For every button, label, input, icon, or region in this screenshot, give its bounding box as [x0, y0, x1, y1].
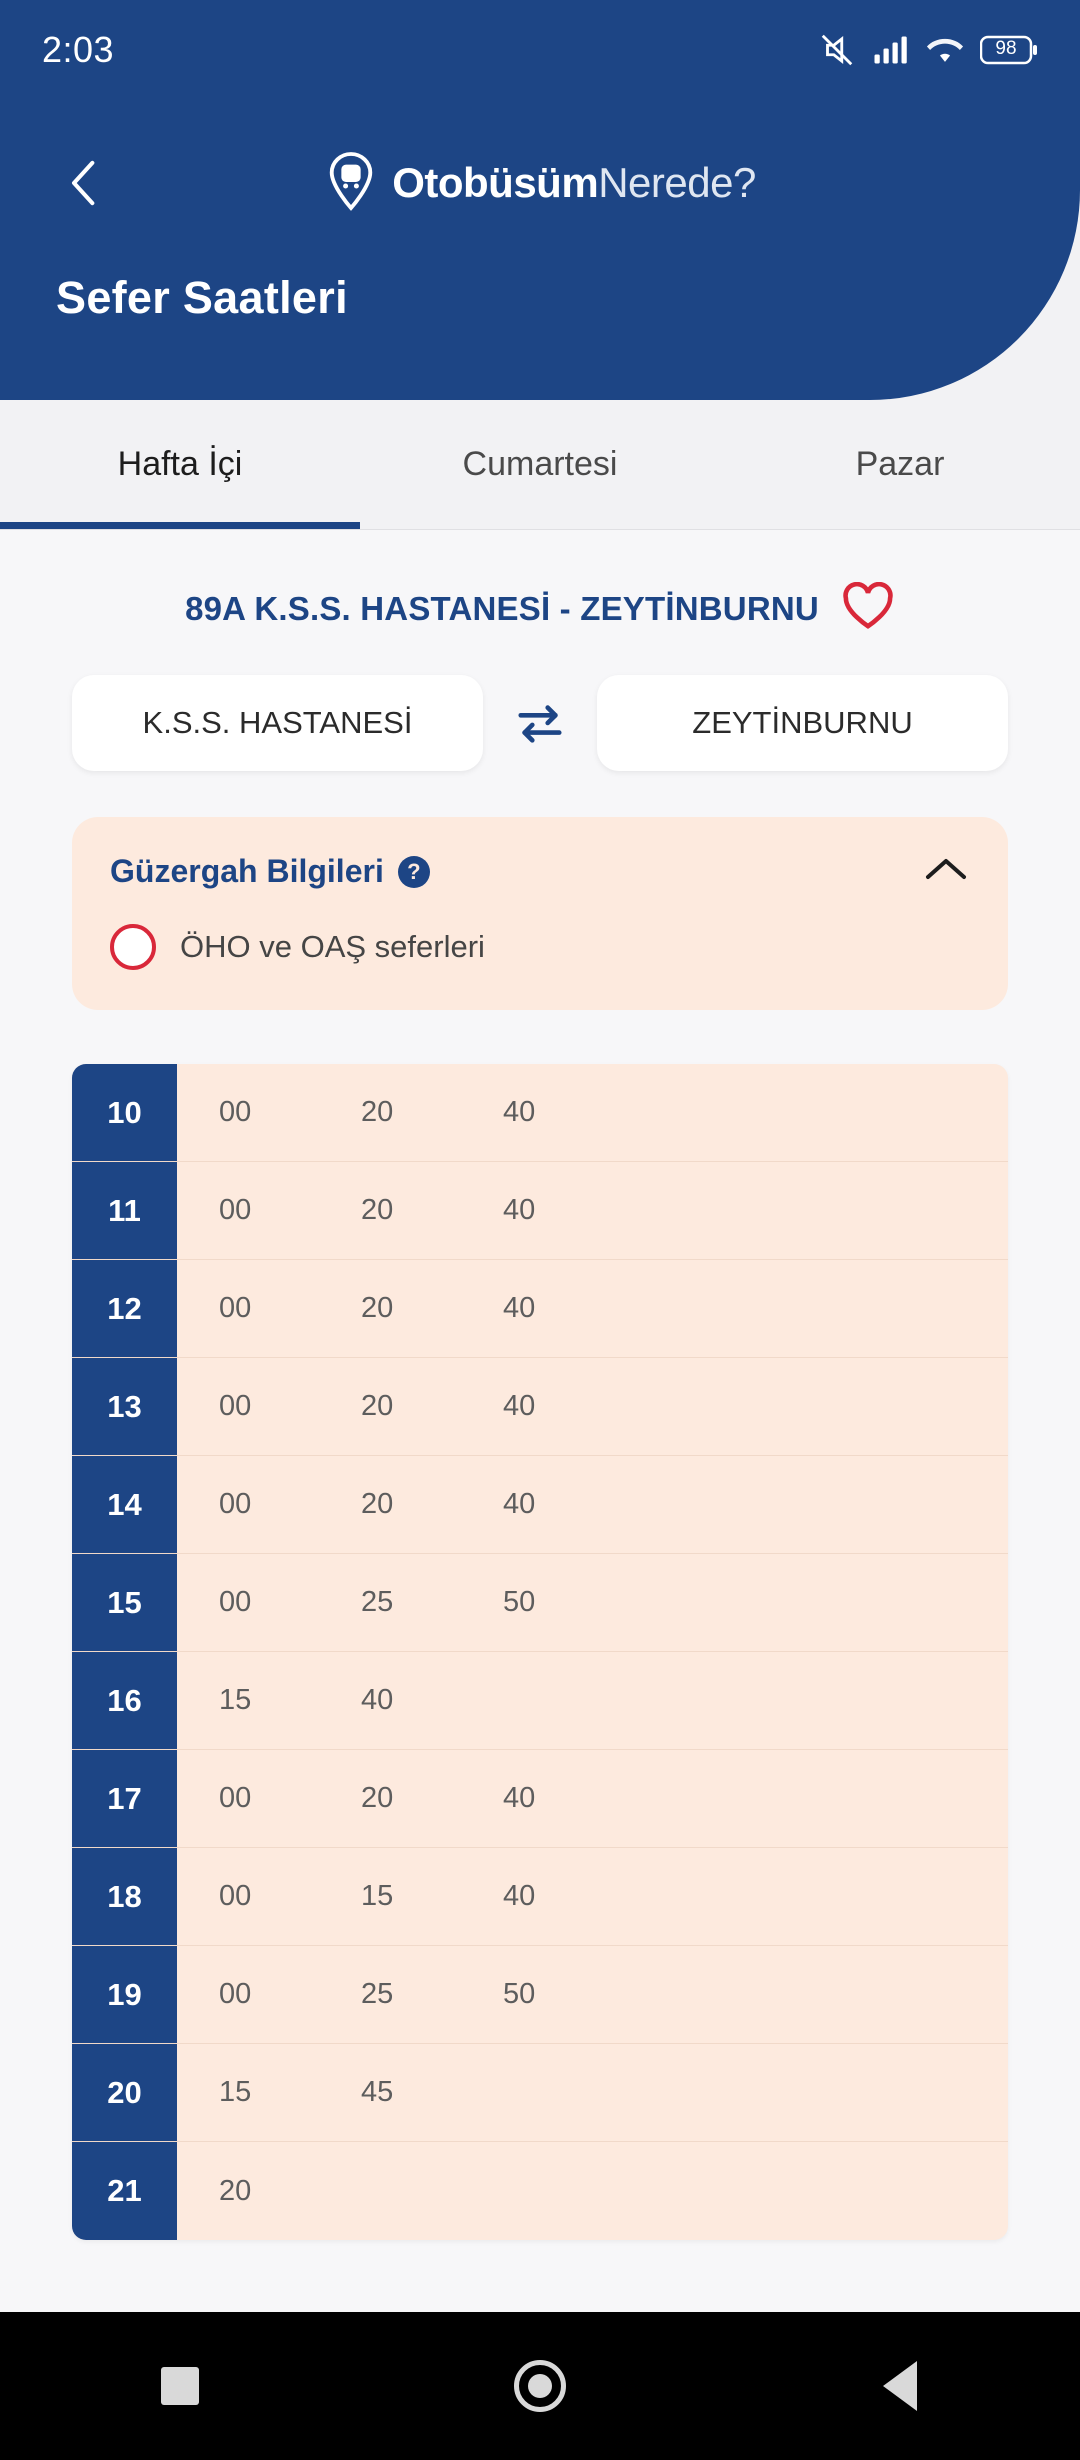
minute-value: 00 [219, 1586, 252, 1618]
signal-icon [872, 35, 910, 65]
tab-cumartesi[interactable]: Cumartesi [462, 445, 618, 483]
table-row[interactable] [72, 2044, 1008, 2142]
legend-label: ÖHO ve OAŞ seferleri [180, 929, 485, 964]
timetable [72, 1064, 1008, 2240]
destination-stop[interactable]: ZEYTİNBURNU [597, 675, 1008, 771]
hour-cell: 19 [72, 1946, 177, 2043]
wifi-icon [926, 35, 964, 65]
origin-stop[interactable]: K.S.S. HASTANESİ [72, 675, 483, 771]
table-row[interactable] [72, 1358, 1008, 1456]
minute-value: 20 [361, 1096, 394, 1128]
hour-cell: 10 [72, 1064, 177, 1161]
content [0, 530, 1080, 2312]
minute-value: 00 [219, 1782, 252, 1814]
status-icons [818, 31, 1038, 69]
minutes-cell [177, 1554, 1008, 1651]
route-title-row [0, 582, 1080, 635]
table-row[interactable] [72, 1064, 1008, 1162]
minute-value: 00 [219, 1194, 252, 1226]
minute-value: 20 [361, 1292, 394, 1324]
minute-value: 50 [503, 1586, 536, 1618]
day-tabs [0, 400, 1080, 530]
minutes-cell [177, 1358, 1008, 1455]
minute-value: 25 [361, 1586, 394, 1618]
hour-cell: 16 [72, 1652, 177, 1749]
minute-value: 20 [361, 1194, 394, 1226]
swap-arrows-icon[interactable] [505, 688, 575, 758]
hour-cell: 11 [72, 1162, 177, 1259]
hour-cell: 13 [72, 1358, 177, 1455]
hour-cell: 15 [72, 1554, 177, 1651]
minute-value: 15 [219, 1684, 252, 1716]
heart-outline-icon[interactable] [841, 582, 895, 635]
circle-outline-icon [110, 924, 156, 970]
hour-cell: 20 [72, 2044, 177, 2141]
page-title: Sefer Saatleri [56, 272, 348, 323]
route-info-title: Güzergah Bilgileri [110, 853, 384, 889]
hour-cell: 18 [72, 1848, 177, 1945]
header [0, 0, 1080, 400]
minute-value: 40 [503, 1096, 536, 1128]
status-time: 2:03 [42, 29, 115, 70]
table-row[interactable] [72, 2142, 1008, 2240]
hour-cell: 12 [72, 1260, 177, 1357]
minute-value: 20 [361, 1488, 394, 1520]
route-info-legend [110, 924, 970, 970]
minute-value: 00 [219, 1880, 252, 1912]
minute-value: 00 [219, 1292, 252, 1324]
brand-bold: Otobüsüm [392, 159, 599, 206]
table-row[interactable] [72, 1946, 1008, 2044]
minutes-cell [177, 2044, 1008, 2141]
minute-value: 50 [503, 1978, 536, 2010]
minute-value: 25 [361, 1978, 394, 2010]
mute-icon [818, 31, 856, 69]
minute-value: 00 [219, 1390, 252, 1422]
minutes-cell [177, 1260, 1008, 1357]
table-row[interactable] [72, 1554, 1008, 1652]
battery-icon [980, 35, 1038, 65]
table-row[interactable] [72, 1260, 1008, 1358]
brand-text [392, 159, 756, 207]
square-icon[interactable] [120, 2326, 240, 2446]
minute-value: 00 [219, 1488, 252, 1520]
minute-value: 40 [503, 1292, 536, 1324]
hour-cell: 17 [72, 1750, 177, 1847]
minute-value: 20 [361, 1390, 394, 1422]
tab-pazar[interactable]: Pazar [855, 445, 945, 483]
battery-level: 98 [995, 38, 1017, 59]
system-navigation-bar [0, 2312, 1080, 2460]
bus-pin-logo-icon [324, 150, 378, 217]
minute-value: 40 [503, 1390, 536, 1422]
minute-value: 15 [219, 2076, 252, 2108]
table-row[interactable] [72, 1750, 1008, 1848]
minutes-cell [177, 2142, 1008, 2240]
brand-light: Nerede? [598, 159, 756, 206]
stops-row [0, 675, 1080, 771]
minute-value: 00 [219, 1096, 252, 1128]
table-row[interactable] [72, 1848, 1008, 1946]
minutes-cell [177, 1848, 1008, 1945]
minutes-cell [177, 1064, 1008, 1161]
minute-value: 40 [361, 1684, 394, 1716]
minute-value: 20 [219, 2174, 252, 2207]
hour-cell: 21 [72, 2142, 177, 2240]
route-title: 89A K.S.S. HASTANESİ - ZEYTİNBURNU [185, 589, 819, 627]
triangle-back-icon[interactable] [840, 2326, 960, 2446]
chevron-up-icon[interactable] [922, 853, 970, 890]
hour-cell: 14 [72, 1456, 177, 1553]
table-row[interactable] [72, 1652, 1008, 1750]
minutes-cell [177, 1456, 1008, 1553]
back-button[interactable] [30, 138, 140, 228]
minute-value: 40 [503, 1782, 536, 1814]
minute-value: 00 [219, 1978, 252, 2010]
table-row[interactable] [72, 1162, 1008, 1260]
brand [0, 150, 1080, 217]
minutes-cell [177, 1750, 1008, 1847]
minute-value: 40 [503, 1880, 536, 1912]
minute-value: 15 [361, 1880, 394, 1912]
minute-value: 45 [361, 2076, 394, 2108]
status-bar [0, 0, 1080, 100]
table-row[interactable] [72, 1456, 1008, 1554]
route-info-header[interactable] [110, 853, 970, 890]
minutes-cell [177, 1652, 1008, 1749]
minutes-cell [177, 1946, 1008, 2043]
question-mark-icon[interactable]: ? [398, 856, 430, 888]
circle-icon[interactable] [480, 2326, 600, 2446]
minute-value: 40 [503, 1194, 536, 1226]
minutes-cell [177, 1162, 1008, 1259]
minute-value: 20 [361, 1782, 394, 1814]
minute-value: 40 [503, 1488, 536, 1520]
route-info-card [72, 817, 1008, 1010]
app-bar [0, 138, 1080, 228]
tab-hafta-ici[interactable]: Hafta İçi [0, 400, 360, 529]
